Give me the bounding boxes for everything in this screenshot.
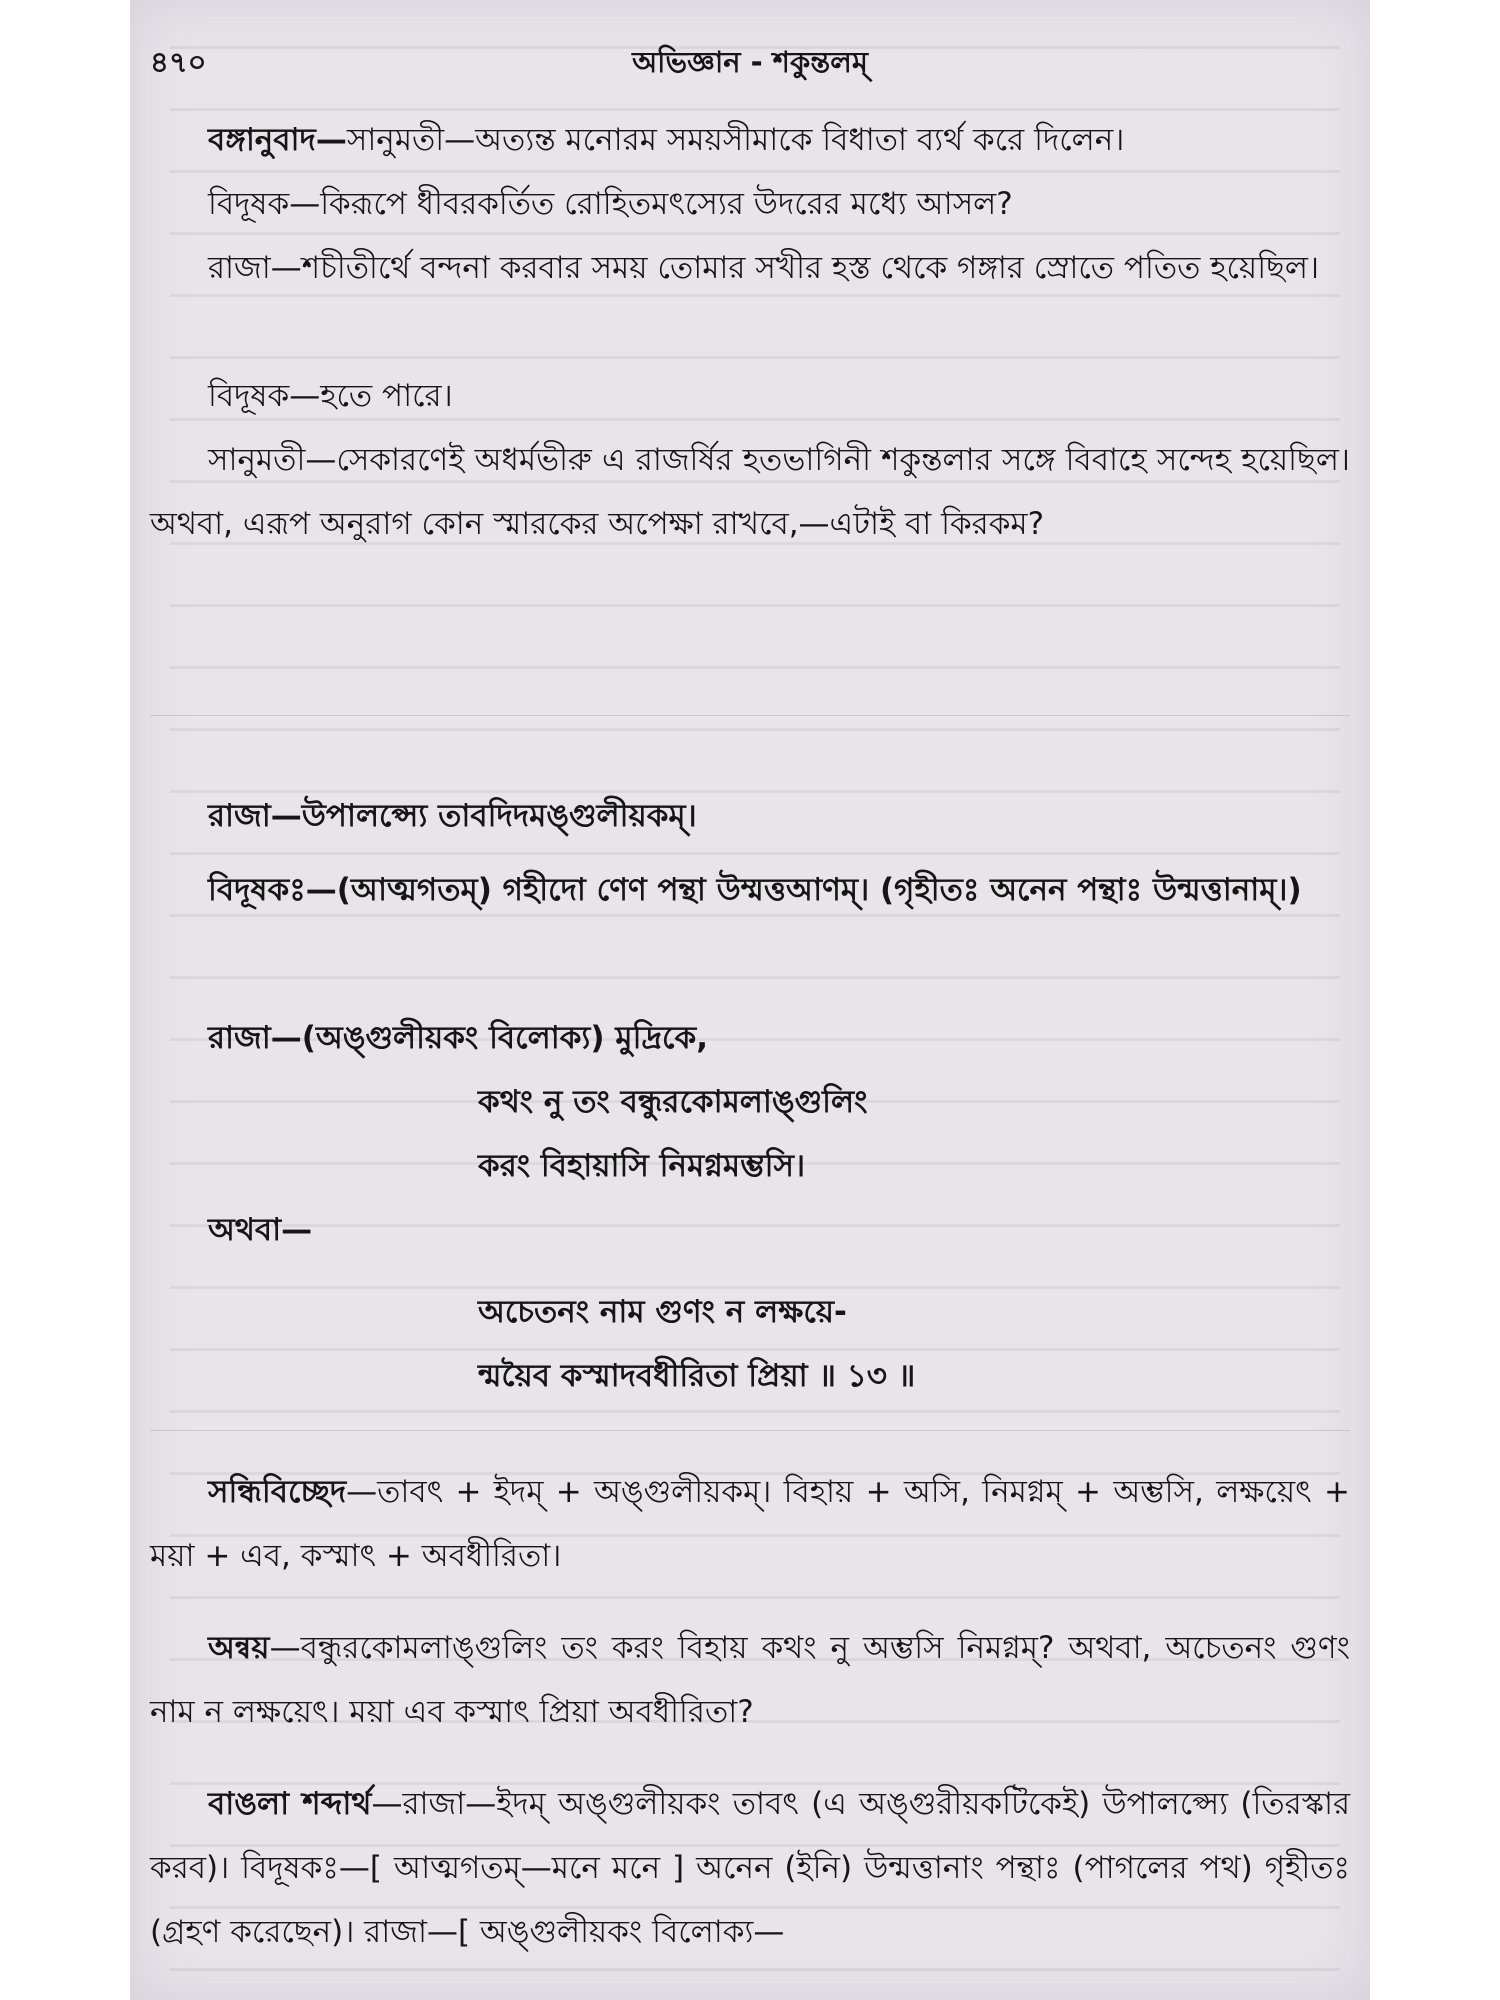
running-title: অভিজ্ঞান - শকুন্তলম্ <box>632 45 868 79</box>
verse-line-2: করং বিহায়াসি নিমগ্নমম্ভসি। <box>478 1148 806 1184</box>
section-heading-word-meaning: বাঙলা শব্দার্থ <box>208 1786 372 1822</box>
translation-paragraph-2: বিদূষক—কিরূপে ধীবরকর্তিত রোহিতমৎস্যের উদরের মধ্যে আসল? <box>208 186 1013 222</box>
page-number: ৪৭০ <box>150 45 207 79</box>
sanskrit-line-vidushaka: বিদূষকঃ—(আত্মগতম্) গহীদো ণেণ পন্থা উম্মত্তআণম্। (গৃহীতঃ অনেন পন্থাঃ উন্মত্তানাম্।) <box>208 872 1302 908</box>
sanskrit-line-athava: অথবা— <box>208 1212 313 1248</box>
translation-paragraph-1: বঙ্গানুবাদ—সানুমতী—অত্যন্ত মনোরম সময়সীমাকে বিধাতা ব্যর্থ করে দিলেন। <box>208 122 1125 158</box>
sanskrit-line-raja-2: রাজা—(অঙ্গুলীয়কং বিলোক্য) মুদ্রিকে, <box>208 1020 708 1056</box>
sandhi-paragraph <box>150 1460 1350 1588</box>
section-heading-sandhi: সন্ধিবিচ্ছেদ <box>208 1474 347 1510</box>
section-heading-translation: বঙ্গানুবাদ <box>208 122 316 158</box>
translation-paragraph-3: রাজা—শচীতীর্থে বন্দনা করবার সময় তোমার সখীর হস্ত থেকে গঙ্গার স্রোতে পতিত হয়েছিল। <box>208 250 1320 286</box>
translation-paragraph-4: বিদূষক—হতে পারে। <box>208 378 453 414</box>
anvaya-paragraph <box>150 1616 1350 1744</box>
sanskrit-line-raja-1: রাজা—উপালপ্স্যে তাবদিদমঙ্গুলীয়কম্। <box>208 798 697 834</box>
book-page <box>130 0 1370 2000</box>
section-heading-anvaya: অন্বয় <box>208 1630 270 1666</box>
translation-paragraph-5: সানুমতী—সেকারণেই অধর্মভীরু এ রাজর্ষির হতভাগিনী শকুন্তলার সঙ্গে বিবাহে সন্দেহ হয়েছিল। অথবা, এরূপ অনুরাগ কোন স্মারকের অপেক্ষা রাখবে,—এটাই বা কিরকম? <box>150 442 1350 542</box>
verse-line-1: কথং নু তং বন্ধুরকোমলাঙ্গুলিং <box>478 1084 868 1120</box>
verse-line-4: ন্ময়ৈব কস্মাদবধীরিতা প্রিয়া ॥ ১৩ ॥ <box>478 1358 916 1394</box>
verse-line-3: অচেতনং নাম গুণং ন লক্ষয়ে- <box>478 1294 847 1330</box>
page-header <box>150 40 1350 80</box>
translation-text-1: সানুমতী—অত্যন্ত মনোরম সময়সীমাকে বিধাতা ব্যর্থ করে দিলেন। <box>346 122 1125 158</box>
anvaya-text: —বন্ধুরকোমলাঙ্গুলিং তং করং বিহায় কথং নু অম্ভসি নিমগ্নম্? অথবা, অচেতনং গুণং নাম ন লক্ষয়েৎ। ময়া এব কস্মাৎ প্রিয়া অবধীরিতা? <box>150 1630 1350 1730</box>
word-meaning-paragraph <box>150 1772 1350 1964</box>
sandhi-text: —তাবৎ + ইদম্ + অঙ্গুলীয়কম্। বিহায় + অসি, নিমগ্নম্ + অম্ভসি, লক্ষয়েৎ + ময়া + এব, কস্মাৎ + অবধীরিতা। <box>150 1474 1350 1574</box>
word-meaning-text: —রাজা—ইদম্ অঙ্গুলীয়কং তাবৎ (এ অঙ্গুরীয়কটিকেই) উপালপ্স্যে (তিরস্কার করব)। বিদূষকঃ—[ আত্মগতম্—মনে মনে ] অনেন (ইনি) উন্মত্তানাং পন্থাঃ (পাগলের পথ) গৃহীতঃ (গ্রহণ করেছেন)। রাজা—[ অঙ্গুলীয়কং বিলোক্য— <box>150 1786 1350 1950</box>
